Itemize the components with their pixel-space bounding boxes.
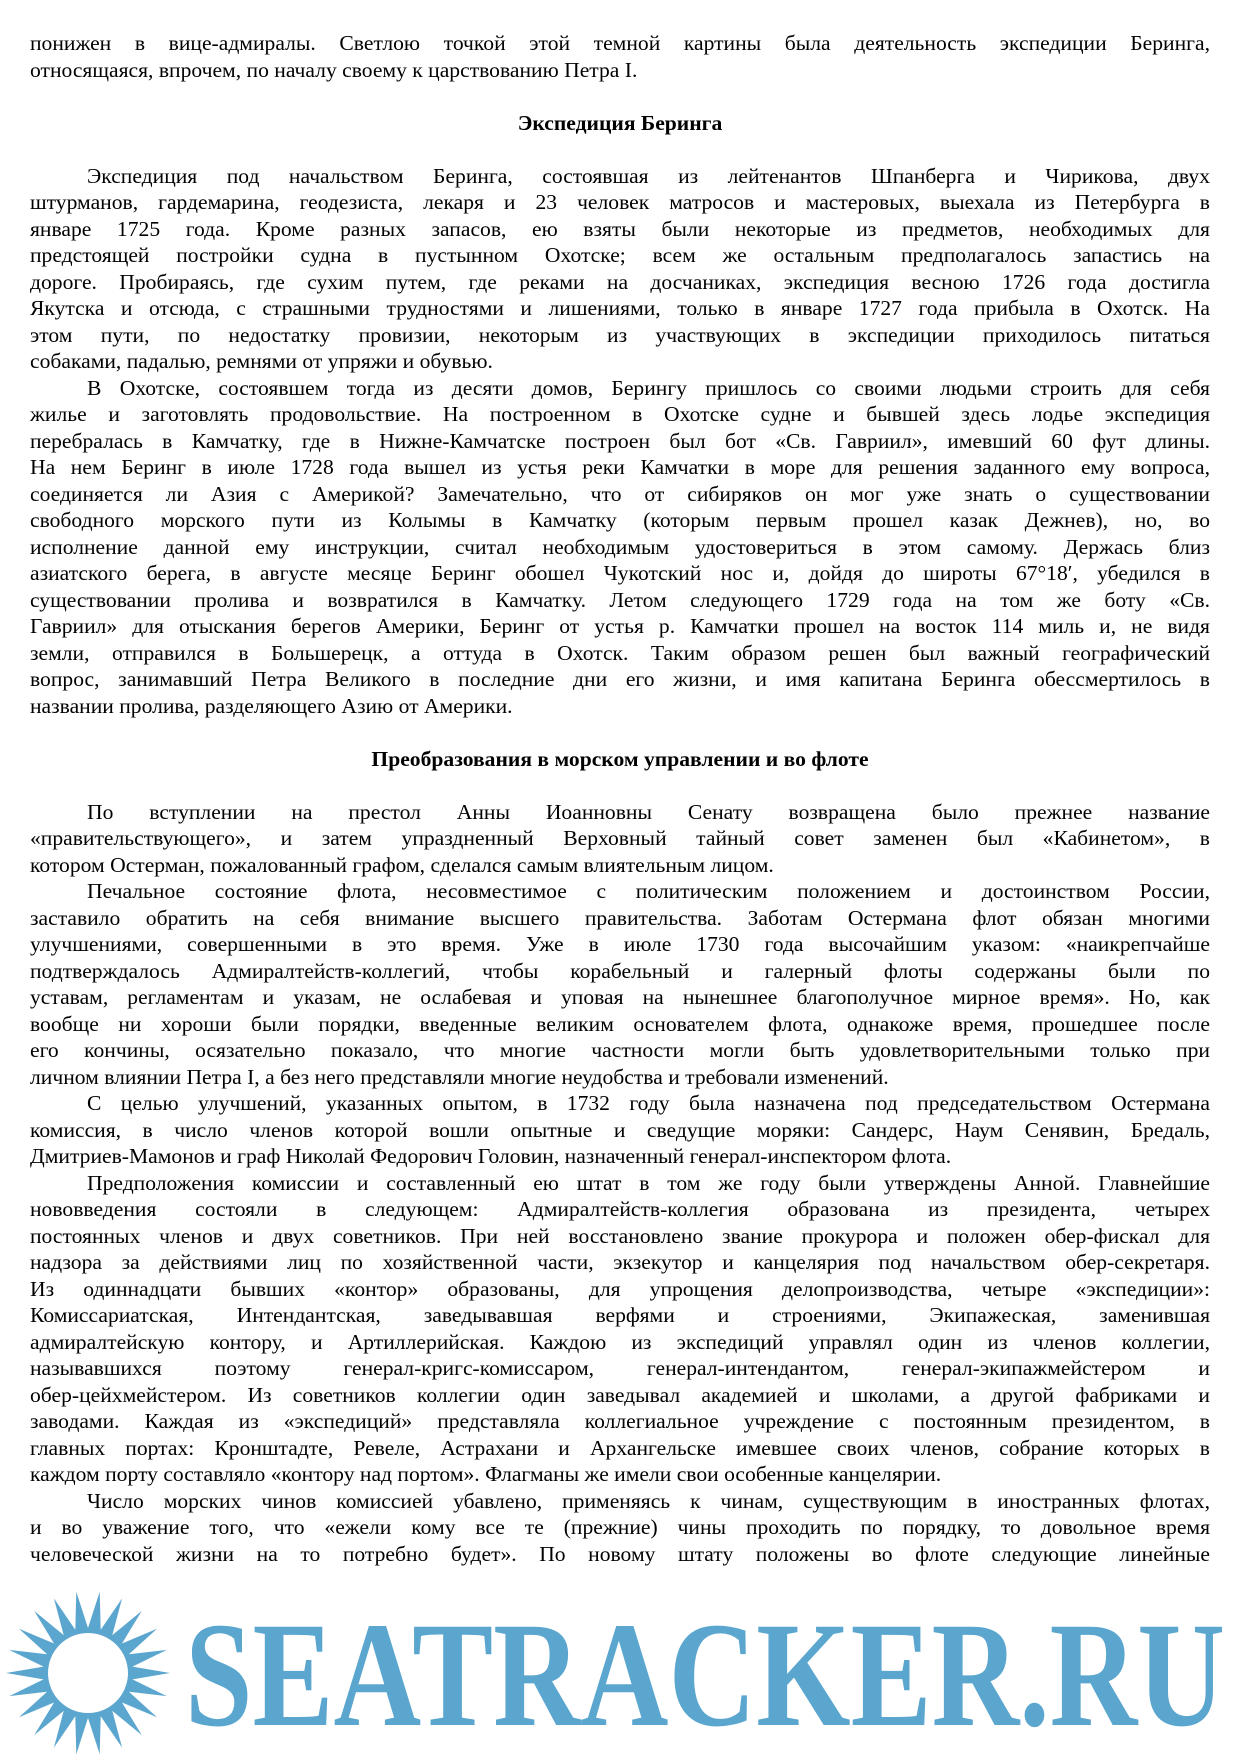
- text-line: земли, отправился в Большерецк, а оттуда в Охотск. Таким образом решен был важный географический: [30, 640, 1210, 665]
- paragraph: [30, 1090, 1210, 1170]
- text-line: личном влиянии Петра I, а без него представляли многие неудобства и требовали изменений.: [30, 1064, 889, 1089]
- text-line: «правительствующего», и затем упраздненный Верховный тайный совет заменен был «Кабинетом», в: [30, 826, 1210, 850]
- text-line: заставило обратить на себя внимание высшего правительства. Заботам Остермана флот обязан многими: [30, 905, 1210, 930]
- text-line: предстоящей постройки судна в пустынном Охотске; всем же остальным предполагалось запастись на: [30, 243, 1210, 267]
- watermark-text: SEATRACKER.RU: [185, 1592, 1225, 1754]
- sun-logo-icon: [6, 1592, 170, 1754]
- paragraph: [30, 163, 1210, 375]
- text-line: понижен в вице-адмиралы. Светлою точкой этой темной картины была деятельность экспедиции Беринга,: [30, 31, 1210, 55]
- text-line: Число морских чинов комиссией убавлено, применяясь к чинам, существующим в иностранных флотах,: [87, 1488, 1210, 1513]
- paragraph: [30, 375, 1210, 720]
- text-line: собаками, падалью, ремнями от упряжи и обувью.: [30, 349, 493, 373]
- text-line: адмиралтейскую контору, и Артиллерийская. Каждою из экспедиций управлял один из членов коллегии,: [30, 1329, 1210, 1354]
- paragraph: [30, 1488, 1210, 1568]
- text-line: относящаяся, впрочем, по началу своему к царствованию Петра I.: [30, 57, 638, 82]
- text-line: соединяется ли Азия с Америкой? Замечательно, что от сибиряков он мог уже знать о существовании: [30, 481, 1210, 506]
- text-line: Предположения комиссии и составленный ею штат в том же году были утверждены Анной. Главнейшие: [87, 1170, 1210, 1195]
- sun-center-icon: [48, 1633, 128, 1713]
- watermark: [0, 1585, 1240, 1754]
- text-line: комиссия, в число членов которой вошли опытные и сведущие моряки: Сандерс, Наум Сенявин, Бредаль,: [30, 1117, 1210, 1142]
- text-line: названии пролива, разделяющего Азию от Америки.: [30, 693, 513, 718]
- text-line: существовании пролива и возвратился в Камчатку. Летом следующего 1729 года на том же боту «Св.: [30, 587, 1210, 612]
- text-line: уставам, регламентам и указам, не ослабевая и уповая на нынешнее благополучное мирное время». Но, как: [30, 985, 1210, 1009]
- text-line: его кончины, осязательно показало, что многие частности могли быть удовлетворительными только при: [30, 1038, 1210, 1062]
- text-line: котором Остерман, пожалованный графом, сделался самым влиятельным лицом.: [30, 852, 774, 877]
- sun-rays-icon: [6, 1592, 170, 1754]
- document-page: [30, 30, 1210, 1567]
- text-line: Печальное состояние флота, несовместимое с политическим положением и достоинством России,: [87, 879, 1210, 903]
- text-line: каждом порту составляло «контору над портом». Флагманы же имели свои особенные канцелярии.: [30, 1462, 942, 1486]
- text-line: азиатского берега, в августе месяце Беринг обошел Чукотский нос и, дойдя до широты 67°18′, убедился в: [30, 561, 1210, 585]
- text-line: Якутска и отсюда, с страшными трудностями и лишениями, только в январе 1727 года прибыла в Охотск. На: [30, 296, 1210, 320]
- paragraph: [30, 878, 1210, 1090]
- section-heading: Преобразования в морском управлении и во флоте: [371, 746, 869, 771]
- text-line: постоянных членов и двух советников. При ней восстановлено звание прокурора и положен обер-фискал для: [30, 1223, 1210, 1248]
- text-line: январе 1725 года. Кроме разных запасов, ею взяты были некоторые из предметов, необходимых для: [30, 216, 1210, 241]
- text-line: подтверждалось Адмиралтейств-коллегий, чтобы корабельный и галерный флоты содержаны были по: [30, 958, 1210, 983]
- paragraph: [30, 799, 1210, 879]
- text-line: Экспедиция под начальством Беринга, состоявшая из лейтенантов Шпанберга и Чирикова, двух: [87, 163, 1210, 188]
- text-line: Гавриил» для отыскания берегов Америки, Беринг от устья р. Камчатки прошел на восток 114 миль и, не видя: [30, 614, 1210, 638]
- paragraph: [30, 30, 1210, 83]
- text-line: этом пути, по недостатку провизии, некоторым из участвующих в экспедиции приходилось питаться: [30, 322, 1210, 347]
- text-line: главных портах: Кронштадте, Ревеле, Астрахани и Архангельске имевшее своих членов, собрание которых в: [30, 1435, 1210, 1460]
- text-line: улучшениями, совершенными в это время. Уже в июле 1730 года высочайшим указом: «наикрепчайше: [30, 932, 1210, 956]
- text-line: обер-цейхмейстером. Из советников коллегии один заведывал академией и школами, а другой фабриками и: [30, 1382, 1210, 1407]
- text-line: заводами. Каждая из «экспедиций» представляла коллегиальное учреждение с постоянным президентом, в: [30, 1409, 1210, 1433]
- text-line: вообще ни хороши были порядки, введенные великим основателем флота, однакоже время, прошедшее после: [30, 1011, 1210, 1036]
- text-line: В Охотске, состоявшем тогда из десяти домов, Берингу пришлось со своими людьми строить для себя: [87, 375, 1210, 400]
- text-line: Комиссариатская, Интендантская, заведывавшая верфями и строениями, Экипажеская, заменившая: [30, 1303, 1210, 1327]
- text-line: штурманов, гардемарина, геодезиста, лекаря и 23 человек матросов и мастеровых, выехала из Петербурга в: [30, 190, 1210, 214]
- text-line: Дмитриев-Мамонов и граф Николай Федорович Головин, назначенный генерал-инспектором флота.: [30, 1144, 952, 1168]
- text-line: свободного морского пути из Колымы в Камчатку (которым первым прошел казак Дежнев), но, во: [30, 508, 1210, 532]
- text-line: дороге. Пробираясь, где сухим путем, где реками на досчаниках, экспедиция весною 1726 года достигла: [30, 269, 1210, 294]
- text-line: перебралась в Камчатку, где в Нижне-Камчатске построен был бот «Св. Гавриил», имевший 60 фут длины.: [30, 428, 1210, 453]
- section-heading: Экспедиция Беринга: [517, 110, 723, 135]
- text-line: вопрос, занимавший Петра Великого в последние дни его жизни, и имя капитана Беринга обессмертилось в: [30, 667, 1210, 691]
- text-line: нововведения состояли в следующем: Адмиралтейств-коллегия образована из президента, четырех: [30, 1197, 1210, 1221]
- text-line: жилье и заготовлять продовольствие. На построенном в Охотске судне и бывшей здесь лодье экспедиция: [30, 402, 1210, 426]
- text-line: и во уважение того, что «ежели кому все те (прежние) чины проходить по порядку, то довольное время: [30, 1515, 1210, 1539]
- text-line: С целью улучшений, указанных опытом, в 1732 году была назначена под председательством Остермана: [87, 1091, 1210, 1115]
- text-line: надзора за действиями лиц по хозяйственной части, экзекутор и канцелярия под начальством обер-секретаря.: [30, 1250, 1210, 1274]
- text-line: называвшихся поэтому генерал-кригс-комиссаром, генерал-интендантом, генерал-экипажмейстером и: [30, 1356, 1210, 1380]
- text-line: исполнение данной ему инструкции, считал необходимым удостовериться в этом самому. Держась близ: [30, 534, 1210, 559]
- paragraph: [30, 1170, 1210, 1488]
- text-line: Из одиннадцати бывших «контор» образованы, для упрощения делопроизводства, четыре «экспедиции»:: [30, 1276, 1210, 1301]
- text-line: человеческой жизни на то потребно будет». По новому штату положены во флоте следующие линейные: [30, 1541, 1210, 1566]
- text-line: По вступлении на престол Анны Иоанновны Сенату возвращена было прежнее название: [87, 799, 1210, 824]
- text-line: На нем Беринг в июле 1728 года вышел из устья реки Камчатки в море для решения заданного ему вопроса,: [30, 455, 1210, 479]
